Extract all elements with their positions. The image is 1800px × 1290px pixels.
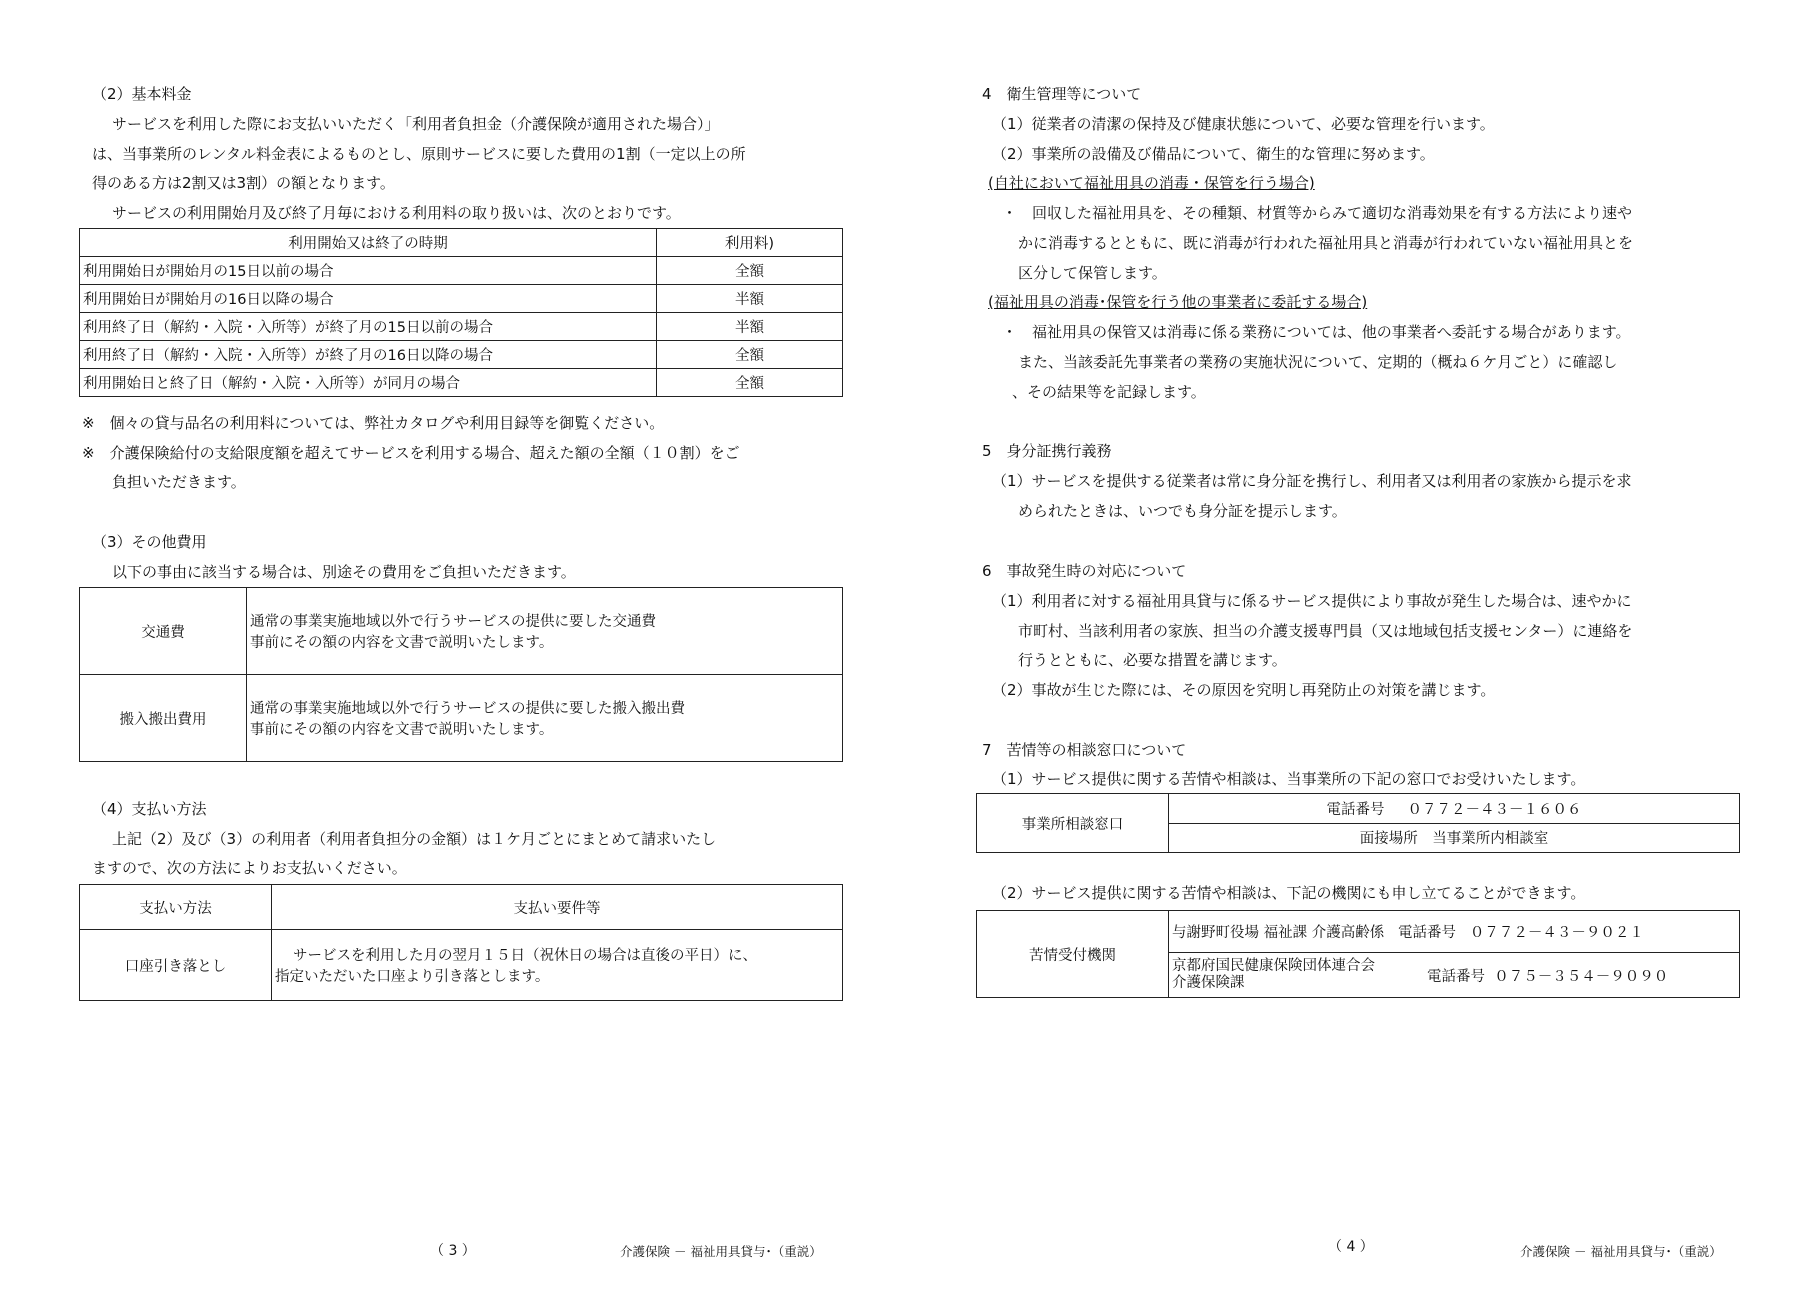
usage-fee-intro: サービスの利用開始月及び終了月毎における利用料の取り扱いは、次のとおりです。: [112, 204, 681, 222]
agency-name: 京都府国民健康保険団体連合会: [1172, 958, 1375, 975]
section-hygiene-heading: 4 衛生管理等について: [982, 85, 1142, 103]
table-header-period: 利用開始又は終了の時期: [80, 229, 657, 257]
agency-phone-label: 電話番号: [1398, 925, 1457, 942]
office-phone-number: ０７７２－４３－１６０６: [1407, 801, 1582, 818]
complaints-line: （1）サービス提供に関する苦情や相談は、当事業所の下記の窓口でお受けいたします。: [992, 770, 1586, 788]
cost-description-line: 通常の事業実施地域以外で行うサービスの提供に要した搬入搬出費: [250, 701, 685, 717]
subheading-in-house: (自社において福祉用具の消毒・保管を行う場合): [988, 174, 1315, 192]
complaint-agencies-label: 苦情受付機関: [977, 911, 1169, 998]
payment-requirements-line: サービスを利用した月の翌月１５日（祝休日の場合は直後の平日）に、: [293, 948, 757, 964]
table-row: [80, 930, 843, 1001]
office-contact-table: [976, 793, 1740, 853]
accident-line: （2）事故が生じた際には、その原因を究明し再発防止の対策を講じます。: [992, 681, 1496, 699]
hygiene-item: （2）事業所の設備及び備品について、衛生的な管理に努めます。: [992, 145, 1435, 163]
other-costs-table: [79, 587, 843, 762]
page-4: [900, 0, 1800, 1290]
table-row: [977, 911, 1740, 953]
table-row: [80, 341, 843, 369]
table-cell-period: 利用開始日が開始月の16日以降の場合: [80, 285, 657, 313]
table-row: [80, 313, 843, 341]
payment-method-label: 口座引き落とし: [80, 930, 272, 1001]
table-row: [80, 675, 843, 762]
accident-line: （1）利用者に対する福祉用具貸与に係るサービス提供により事故が発生した場合は、速やかに: [992, 592, 1632, 610]
payment-paragraph-line: ますので、次の方法によりお支払いください。: [92, 859, 407, 877]
section-accident-heading: 6 事故発生時の対応について: [982, 562, 1187, 580]
footer-text: 介護保険 － 福祉用具貸与･（重説）: [620, 1244, 822, 1259]
table-cell-fee: 半額: [657, 285, 843, 313]
payment-method-table: [79, 884, 843, 1001]
complaint-agencies-table: [976, 910, 1740, 998]
table-header-requirements: 支払い要件等: [272, 885, 843, 930]
outsourced-line: ・ 福祉用具の保管又は消毒に係る業務については、他の事業者へ委託する場合があります。: [1002, 323, 1631, 341]
in-house-line: ・ 回収した福祉用具を、その種類、材質等からみて適切な消毒効果を有する方法により速や: [1002, 204, 1633, 222]
table-cell-fee: 全額: [657, 257, 843, 285]
table-cell-fee: 半額: [657, 313, 843, 341]
outsourced-line: 、その結果等を記録します。: [1012, 383, 1206, 401]
cost-description-line: 事前にその額の内容を文書で説明いたします。: [250, 635, 554, 651]
office-phone-label: 電話番号: [1326, 801, 1385, 818]
agency-name: 与謝野町役場 福祉課 介護高齢係: [1172, 925, 1385, 942]
table-cell-period: 利用開始日と終了日（解約・入院・入所等）が同月の場合: [80, 369, 657, 397]
section-other-costs-heading: （3）その他費用: [92, 533, 207, 551]
section-id-heading: 5 身分証携行義務: [982, 442, 1112, 460]
table-cell-fee: 全額: [657, 369, 843, 397]
agency-phone-label: 電話番号: [1427, 968, 1485, 985]
section-complaints-heading: 7 苦情等の相談窓口について: [982, 741, 1187, 759]
payment-requirements: [272, 930, 843, 1001]
note-line: 負担いただきます。: [112, 473, 246, 491]
agency-name-block: [1172, 958, 1427, 992]
page-number: （ 4 ）: [1328, 1239, 1374, 1255]
table-row: [977, 794, 1740, 824]
cost-label: 交通費: [80, 588, 247, 675]
complaints-line: （2）サービス提供に関する苦情や相談は、下記の機関にも申し立てることができます。: [992, 884, 1586, 902]
cost-description-line: 事前にその額の内容を文書で説明いたします。: [250, 722, 554, 738]
cost-description: [247, 675, 843, 762]
office-phone-cell: [1169, 794, 1740, 824]
payment-paragraph-line: 上記（2）及び（3）の利用者（利用者負担分の金額）は１ケ月ごとにまとめて請求いたし: [112, 830, 717, 848]
note-line: ※ 介護保険給付の支給限度額を超えてサービスを利用する場合、超えた額の全額（１０割）をご: [82, 444, 740, 462]
footer-text: 介護保険 － 福祉用具貸与･（重説）: [1520, 1244, 1722, 1259]
table-row: [80, 369, 843, 397]
section-basic-fee-heading: （2）基本料金: [92, 85, 192, 103]
accident-line: 市町村、当該利用者の家族、担当の介護支援専門員（又は地域包括支援センター）に連絡を: [1018, 622, 1633, 640]
table-header-fee: 利用料): [657, 229, 843, 257]
cost-description-line: 通常の事業実施地域以外で行うサービスの提供に要した交通費: [250, 614, 656, 630]
agency-phone-number: ０７５－３５４－９０９０: [1494, 968, 1669, 985]
agency-row: [1169, 911, 1740, 953]
agency-row: [1169, 953, 1740, 998]
cost-description: [247, 588, 843, 675]
table-row: [80, 257, 843, 285]
other-costs-intro: 以下の事由に該当する場合は、別途その費用をご負担いただきます。: [112, 563, 576, 581]
in-house-line: かに消毒するとともに、既に消毒が行われた福祉用具と消毒が行われていない福祉用具とを: [1018, 234, 1634, 252]
section-payment-heading: （4）支払い方法: [92, 800, 207, 818]
outsourced-line: また、当該委託先事業者の業務の実施状況について、定期的（概ね６ケ月ごと）に確認し: [1018, 353, 1618, 371]
table-cell-fee: 全額: [657, 341, 843, 369]
cost-label: 搬入搬出費用: [80, 675, 247, 762]
table-cell-period: 利用終了日（解約・入院・入所等）が終了月の16日以降の場合: [80, 341, 657, 369]
basic-fee-paragraph-line: サービスを利用した際にお支払いいただく「利用者負担金（介護保険が適用された場合）」: [112, 115, 720, 133]
payment-requirements-line: 指定いただいた口座より引き落とします。: [275, 969, 550, 985]
table-row: [80, 588, 843, 675]
table-header-method: 支払い方法: [80, 885, 272, 930]
table-header-row: [80, 885, 843, 930]
office-contact-label: 事業所相談窓口: [977, 794, 1169, 853]
table-header-row: [80, 229, 843, 257]
usage-fee-table: [79, 228, 843, 397]
hygiene-item: （1）従業者の清潔の保持及び健康状態について、必要な管理を行います。: [992, 115, 1495, 133]
basic-fee-paragraph-line: 得のある方は2割又は3割）の額となります。: [92, 174, 395, 192]
basic-fee-paragraph-line: は、当事業所のレンタル料金表によるものとし、原則サービスに要した費用の1割（一定以上の所: [92, 145, 746, 163]
accident-line: 行うとともに、必要な措置を講じます。: [1018, 651, 1287, 669]
table-cell-period: 利用開始日が開始月の15日以前の場合: [80, 257, 657, 285]
note-line: ※ 個々の貸与品名の利用料については、弊社カタログや利用目録等を御覧ください。: [82, 414, 665, 432]
id-line: められたときは、いつでも身分証を提示します。: [1018, 502, 1347, 520]
table-row: [80, 285, 843, 313]
agency-phone-number: ０７７２－４３－９０２１: [1469, 925, 1644, 942]
table-cell-period: 利用終了日（解約・入院・入所等）が終了月の15日以前の場合: [80, 313, 657, 341]
in-house-line: 区分して保管します。: [1018, 264, 1167, 282]
page-number: （ 3 ）: [430, 1243, 476, 1259]
id-line: （1）サービスを提供する従業者は常に身分証を携行し、利用者又は利用者の家族から提示を求: [992, 472, 1632, 490]
subheading-outsourced: (福祉用具の消毒･保管を行う他の事業者に委託する場合): [988, 293, 1368, 311]
office-interview-place: 面接場所 当事業所内相談室: [1169, 823, 1740, 853]
agency-name: 介護保険課: [1172, 975, 1245, 992]
